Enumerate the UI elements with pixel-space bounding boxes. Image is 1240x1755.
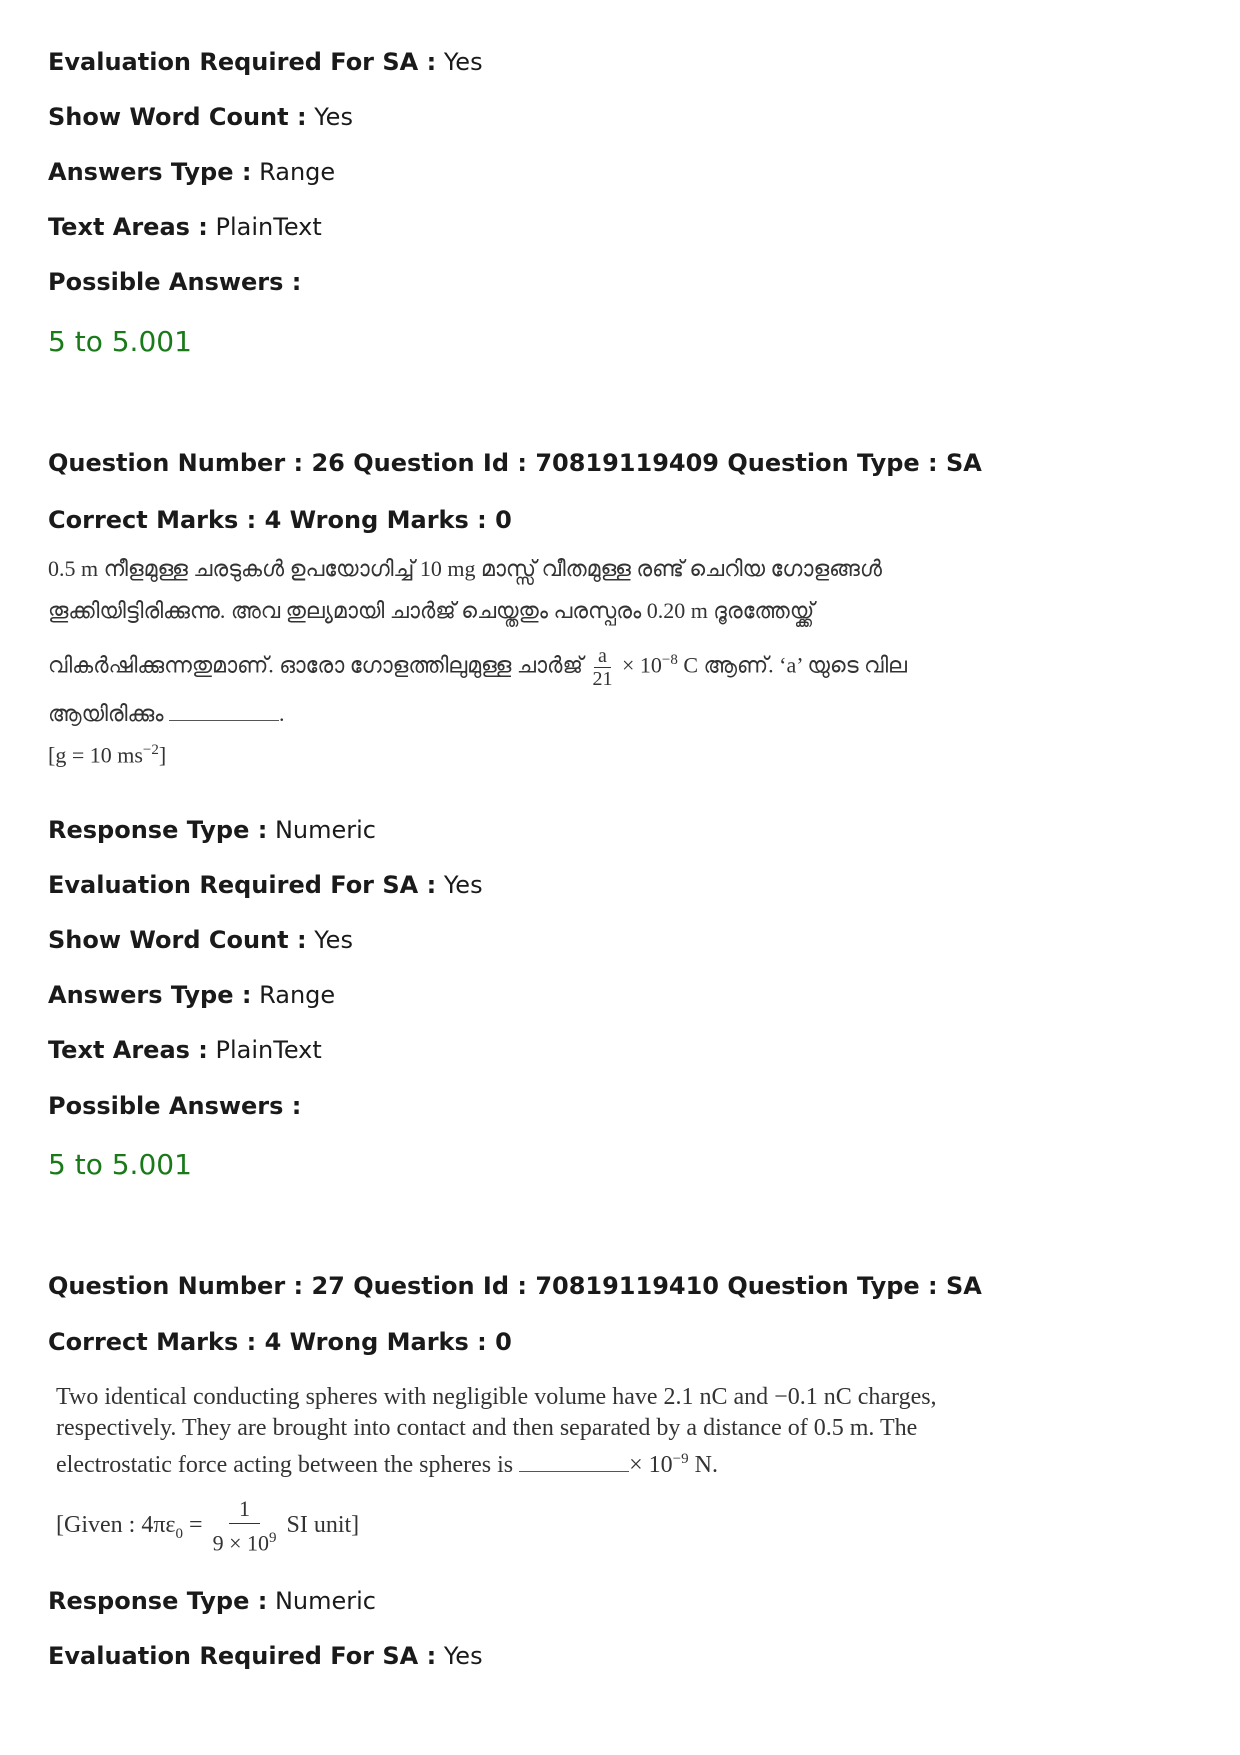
q27-line2: respectively. They are brought into contact and then separated by a distance of 0.5 m. The bbox=[56, 1415, 918, 1441]
q27-frac-num: 1 bbox=[229, 1495, 260, 1524]
q27-given-sub: 0 bbox=[175, 1525, 184, 1542]
q26-line4-text: ആയിരിക്കും bbox=[48, 701, 164, 727]
top-wordcount-line bbox=[48, 102, 353, 132]
answer-blank bbox=[519, 1453, 629, 1472]
q26-given bbox=[48, 735, 948, 770]
wordcount-value: Yes bbox=[314, 103, 353, 131]
q27-marks bbox=[48, 1327, 512, 1357]
q26-possible-line bbox=[48, 1091, 301, 1121]
response-label: Response Type : bbox=[48, 1587, 268, 1615]
q26-answer: 5 to 5.001 bbox=[48, 1148, 192, 1181]
top-anstype-line bbox=[48, 157, 335, 187]
textareas-label: Text Areas : bbox=[48, 1036, 208, 1064]
response-value: Numeric bbox=[274, 816, 376, 844]
q27-line1: Two identical conducting spheres with negligible volume have 2.1 nC and −0.1 nC charges, bbox=[56, 1384, 937, 1410]
q26-line4: ആയിരിക്കും . bbox=[48, 701, 285, 727]
q27-given-eq: = bbox=[183, 1512, 203, 1538]
eval-value: Yes bbox=[443, 1642, 483, 1670]
eval-label: Evaluation Required For SA : bbox=[48, 48, 437, 76]
q27-frac-den-text: 9 × 10 bbox=[212, 1530, 269, 1556]
q26-header-text: Question Number : 26 Question Id : 70819119409 Question Type : SA bbox=[48, 449, 982, 477]
q26-question-image bbox=[48, 548, 948, 771]
q26-line3 bbox=[48, 632, 948, 693]
q27-line3-text: electrostatic force acting between the spheres is bbox=[56, 1452, 514, 1478]
q27-eval-line bbox=[48, 1641, 483, 1671]
anstype-value: Range bbox=[259, 981, 336, 1009]
textareas-value: PlainText bbox=[215, 213, 322, 241]
q27-response-line bbox=[48, 1586, 376, 1616]
q27-given bbox=[56, 1495, 956, 1564]
q27-line3-tail: × 10 bbox=[629, 1452, 673, 1478]
q27-frac-den bbox=[213, 1524, 277, 1557]
q26-header bbox=[48, 448, 982, 478]
top-textareas-line bbox=[48, 212, 322, 242]
q27-header-text: Question Number : 27 Question Id : 70819119410 Question Type : SA bbox=[48, 1272, 982, 1300]
q26-line3c: C ആണ്. ‘a’ യുടെ വില bbox=[683, 652, 907, 678]
q27-line3 bbox=[56, 1444, 956, 1481]
eval-label: Evaluation Required For SA : bbox=[48, 871, 437, 899]
eval-value: Yes bbox=[443, 871, 483, 899]
response-value: Numeric bbox=[274, 1587, 376, 1615]
q26-anstype-line bbox=[48, 980, 335, 1010]
top-eval-line bbox=[48, 47, 483, 77]
q27-frac-den-exp: 9 bbox=[268, 1530, 277, 1547]
q26-marks bbox=[48, 505, 512, 535]
answer-blank bbox=[169, 702, 279, 721]
q26-frac-num: a bbox=[594, 645, 611, 668]
q26-line2: തൂക്കിയിട്ടിരിക്കുന്നു. അവ തുല്യമായി ചാർജ് ചെയ്തതും പരസ്പരം 0.20 m ദൂരത്തേയ്ക്ക് bbox=[48, 598, 815, 623]
q26-marks-text: Correct Marks : 4 Wrong Marks : 0 bbox=[48, 506, 512, 534]
anstype-value: Range bbox=[259, 158, 336, 186]
textareas-label: Text Areas : bbox=[48, 213, 208, 241]
q26-given-exp: −2 bbox=[142, 742, 159, 759]
q27-marks-text: Correct Marks : 4 Wrong Marks : 0 bbox=[48, 1328, 512, 1356]
anstype-label: Answers Type : bbox=[48, 158, 252, 186]
q26-line3b-exp: −8 bbox=[661, 652, 678, 668]
top-possible-line bbox=[48, 267, 301, 297]
eval-value: Yes bbox=[443, 48, 483, 76]
response-label: Response Type : bbox=[48, 816, 268, 844]
q26-line3a: വികർഷിക്കുന്നതുമാണ്. ഓരോ ഗോളത്തിലുമുള്ള ചാർജ് bbox=[48, 652, 583, 678]
wordcount-label: Show Word Count : bbox=[48, 926, 307, 954]
q26-given-text: [g = 10 ms bbox=[48, 742, 143, 768]
eval-label: Evaluation Required For SA : bbox=[48, 1642, 437, 1670]
possible-label: Possible Answers : bbox=[48, 1092, 302, 1120]
q26-textareas-line bbox=[48, 1035, 322, 1065]
wordcount-value: Yes bbox=[314, 926, 353, 954]
textareas-value: PlainText bbox=[215, 1036, 322, 1064]
wordcount-label: Show Word Count : bbox=[48, 103, 307, 131]
q27-line3-exp: −9 bbox=[672, 1451, 689, 1467]
q27-given-a: [Given : 4πε bbox=[56, 1512, 176, 1538]
q27-given-end: SI unit] bbox=[286, 1512, 360, 1538]
top-answer: 5 to 5.001 bbox=[48, 325, 192, 358]
q27-question-image bbox=[56, 1382, 956, 1564]
q27-line3-end: N. bbox=[688, 1452, 718, 1478]
q26-line3b: × 10 bbox=[621, 652, 662, 678]
q26-wordcount-line bbox=[48, 925, 353, 955]
q26-response-line bbox=[48, 815, 376, 845]
q27-header bbox=[48, 1271, 982, 1301]
q26-frac-den: 21 bbox=[592, 667, 613, 690]
anstype-label: Answers Type : bbox=[48, 981, 252, 1009]
possible-label: Possible Answers : bbox=[48, 268, 302, 296]
q26-eval-line bbox=[48, 870, 483, 900]
q26-fraction bbox=[592, 645, 612, 690]
q26-line1: 0.5 m നീളമുള്ള ചരടുകൾ ഉപയോഗിച്ച് 10 mg മാസ്സ് വീതമുള്ള രണ്ട് ചെറിയ ഗോളങ്ങൾ bbox=[48, 556, 882, 581]
q27-fraction bbox=[213, 1495, 277, 1557]
q26-given-end: ] bbox=[158, 742, 167, 768]
